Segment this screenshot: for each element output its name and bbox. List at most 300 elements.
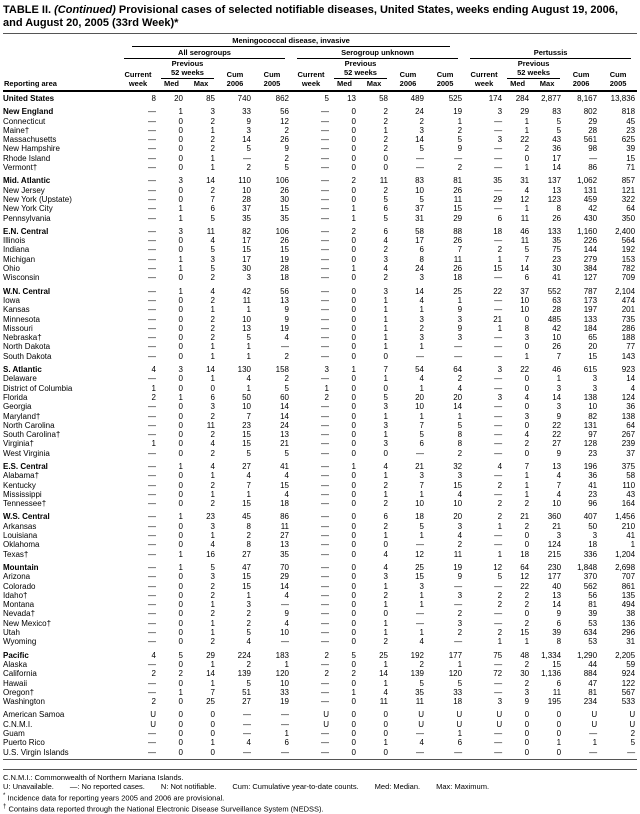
value-cell: 77 [626, 342, 636, 352]
table-row [3, 481, 637, 490]
value-cell: 128 [583, 439, 598, 449]
value-cell: 5 [383, 392, 388, 402]
table-row [3, 352, 637, 361]
value-cell: 0 [178, 531, 183, 541]
value-cell: 26 [453, 236, 463, 246]
value-cell: 17 [242, 254, 251, 264]
table-row [3, 204, 637, 213]
table-row [3, 273, 637, 282]
value-cell: 3 [178, 226, 183, 236]
value-cell: — [494, 439, 503, 449]
value-cell: 183 [275, 650, 289, 660]
value-cell: 0 [524, 719, 530, 729]
value-cell: — [148, 618, 156, 628]
col-header-med: Med [331, 79, 358, 91]
value-cell: 0 [524, 738, 530, 748]
value-cell: — [281, 637, 289, 647]
value-cell: — [494, 659, 503, 669]
table-row [3, 214, 637, 223]
value-cell: 1 [210, 471, 215, 481]
value-cell: 10 [242, 185, 251, 195]
table-row [3, 439, 637, 448]
value-cell: 2 [324, 650, 329, 660]
value-cell: 230 [547, 562, 562, 572]
value-cell: 35 [552, 236, 562, 246]
value-cell: 0 [524, 710, 530, 720]
value-cell: — [148, 531, 156, 541]
reporting-area-cell: New England [3, 107, 54, 117]
table-row [3, 393, 637, 402]
value-cell: — [494, 295, 503, 305]
value-cell: 4 [383, 549, 388, 559]
value-cell: — [148, 489, 156, 499]
value-cell: 1 [457, 116, 463, 126]
value-cell: 2 [151, 697, 156, 707]
value-cell: 3 [383, 402, 388, 412]
value-cell: 0 [178, 374, 183, 384]
value-cell: 525 [448, 94, 463, 103]
value-cell: 120 [448, 669, 463, 679]
table-row [3, 508, 637, 521]
table-row [3, 374, 637, 383]
value-cell: 15 [280, 204, 289, 214]
value-cell: 137 [547, 176, 562, 186]
value-cell: 375 [621, 461, 636, 471]
value-cell: 567 [621, 687, 636, 697]
value-cell: 2 [524, 618, 530, 628]
value-cell: 3 [497, 392, 503, 402]
value-cell: 267 [621, 430, 636, 440]
value-cell: 0 [178, 572, 183, 582]
col-header-cum: Cum [572, 70, 590, 79]
value-cell: 0 [351, 185, 356, 195]
value-cell: 5 [178, 650, 183, 660]
table-row [3, 223, 637, 236]
value-cell: 22 [493, 286, 503, 296]
reporting-area-cell: Kansas [3, 305, 30, 315]
value-cell: 6 [457, 738, 463, 748]
value-cell: 0 [178, 402, 183, 412]
reporting-area-cell: New Mexico† [3, 618, 52, 628]
value-cell: 1 [324, 383, 329, 393]
value-cell: 42 [242, 286, 251, 296]
value-cell: 11 [206, 226, 215, 236]
col-header-cum: Cum [263, 70, 281, 79]
value-cell: 1 [246, 305, 251, 315]
value-cell: 5 [284, 163, 289, 173]
value-cell: — [589, 153, 598, 163]
value-cell: 1 [497, 637, 503, 647]
col-header-max: Max [358, 79, 390, 91]
value-cell: 9 [556, 609, 562, 619]
value-cell: 0 [351, 531, 356, 541]
value-cell: — [494, 411, 503, 421]
value-cell: 0 [178, 305, 183, 315]
value-cell: 1 [151, 383, 156, 393]
value-cell: 14 [415, 286, 424, 296]
value-cell: 0 [178, 697, 183, 707]
value-cell: 47 [588, 678, 598, 688]
value-cell: 0 [178, 609, 183, 619]
value-cell: 39 [626, 144, 636, 154]
footnote-text: Contains data reported through the National Electronic Disease Surveillance System (NEDSS). [8, 804, 324, 814]
value-cell: 1 [497, 254, 503, 264]
footnotes [3, 769, 637, 814]
value-cell: 14 [206, 365, 215, 375]
value-cell: 46 [552, 365, 562, 375]
value-cell: 0 [178, 333, 183, 343]
value-cell: 64 [453, 365, 463, 375]
value-cell: 133 [547, 226, 562, 236]
footnote-abbreviations [3, 782, 637, 792]
value-cell: 36 [588, 471, 598, 481]
value-cell: 19 [280, 697, 289, 707]
value-cell: 7 [457, 245, 463, 255]
value-cell: 110 [622, 480, 636, 490]
value-cell: 1 [419, 411, 424, 421]
value-cell: 9 [284, 144, 289, 154]
value-cell: 1 [178, 264, 183, 274]
value-cell: — [321, 176, 329, 186]
value-cell: 4 [497, 461, 503, 471]
value-cell: 2 [524, 499, 530, 509]
reporting-area-cell: Indiana [3, 245, 30, 255]
value-cell: 123 [547, 194, 562, 204]
value-cell: 88 [453, 226, 463, 236]
value-cell: — [321, 323, 329, 333]
table-row [3, 144, 637, 153]
value-cell: 0 [351, 637, 356, 647]
value-cell: 3 [383, 254, 388, 264]
value-cell: 2 [497, 499, 503, 509]
value-cell: 3 [457, 521, 463, 531]
value-cell: 0 [556, 710, 562, 720]
value-cell: 3 [178, 176, 183, 186]
value-cell: — [148, 411, 156, 421]
value-cell: 0 [178, 659, 183, 669]
value-cell: 0 [210, 710, 215, 720]
value-cell: 13 [347, 94, 356, 103]
value-cell: 2 [210, 314, 215, 324]
value-cell: 2 [246, 163, 251, 173]
value-cell: — [243, 710, 251, 720]
value-cell: 1 [383, 581, 388, 591]
reporting-area-cell: South Dakota [3, 351, 52, 361]
value-cell: 562 [583, 581, 598, 591]
value-cell: 3 [524, 333, 530, 343]
value-cell: 21 [280, 439, 289, 449]
value-cell: 2 [524, 600, 530, 610]
value-cell: U [456, 719, 463, 729]
value-cell: 33 [242, 107, 251, 117]
value-cell: 0 [383, 719, 388, 729]
value-cell: 3 [497, 697, 503, 707]
reporting-area-cell: Mid. Atlantic [3, 176, 51, 186]
value-cell: — [321, 213, 329, 223]
table-row [3, 550, 637, 559]
value-cell: 0 [178, 480, 183, 490]
value-cell: 3 [419, 581, 424, 591]
value-cell: 173 [583, 295, 598, 305]
value-cell: 4 [383, 461, 388, 471]
value-cell: 9 [284, 305, 289, 315]
value-cell: 0 [178, 163, 183, 173]
value-cell: 188 [621, 333, 636, 343]
table-row [3, 619, 637, 628]
table-body [3, 91, 637, 759]
reporting-area-cell: Texas† [3, 549, 29, 559]
value-cell: — [454, 153, 463, 163]
value-cell: 3 [419, 314, 424, 324]
value-cell: — [148, 125, 156, 135]
value-cell: — [321, 144, 329, 154]
value-cell: 15 [242, 572, 251, 582]
value-cell: 4 [383, 264, 388, 274]
value-cell: 407 [583, 512, 598, 522]
value-cell: 0 [178, 581, 183, 591]
value-cell: 8 [419, 254, 424, 264]
value-cell: 26 [280, 185, 289, 195]
value-cell: 239 [621, 439, 636, 449]
value-cell: — [494, 448, 503, 458]
value-cell: 336 [583, 549, 598, 559]
value-cell: 5 [630, 738, 636, 748]
value-cell: 14 [626, 374, 636, 384]
table-row [3, 531, 637, 540]
value-cell: 36 [626, 402, 636, 412]
value-cell: 1 [178, 461, 183, 471]
value-cell: 58 [379, 94, 388, 103]
value-cell: 35 [280, 213, 289, 223]
table-row [3, 647, 637, 660]
value-cell: — [148, 471, 156, 481]
value-cell: 5 [497, 572, 503, 582]
value-cell: 7 [246, 480, 251, 490]
value-cell: 884 [583, 669, 598, 679]
table-row [3, 729, 637, 738]
value-cell: — [148, 226, 156, 236]
value-cell: 3 [524, 687, 530, 697]
value-cell: 3 [246, 125, 251, 135]
value-cell: 0 [178, 637, 183, 647]
value-cell: 1 [383, 659, 388, 669]
value-cell: 1 [524, 489, 530, 499]
value-cell: 164 [621, 499, 636, 509]
value-cell: 861 [621, 581, 636, 591]
table-row [3, 361, 637, 374]
value-cell: 29 [206, 650, 215, 660]
reporting-area-cell: United States [3, 94, 55, 103]
value-cell: — [148, 549, 156, 559]
reporting-area-cell: Colorado [3, 581, 36, 591]
value-cell: — [321, 581, 329, 591]
value-cell: 0 [331, 748, 358, 760]
reporting-area-cell: Montana [3, 600, 35, 610]
value-cell: — [148, 254, 156, 264]
value-cell: 10 [280, 628, 289, 638]
value-cell: 384 [583, 264, 598, 274]
value-cell: 4 [210, 461, 215, 471]
value-cell: 2 [351, 176, 356, 186]
col-header-2006: 2006 [390, 79, 426, 91]
value-cell: — [148, 213, 156, 223]
value-cell: — [494, 185, 503, 195]
value-cell: 1 [210, 531, 215, 541]
value-cell: 8,167 [577, 94, 598, 103]
value-cell: 18 [493, 226, 503, 236]
value-cell: — [291, 748, 331, 760]
value-cell: 0 [524, 729, 530, 738]
value-cell: — [321, 185, 329, 195]
value-cell: 0 [383, 710, 388, 720]
value-cell: 82 [242, 226, 251, 236]
value-cell: 45 [626, 116, 636, 126]
value-cell: — [148, 430, 156, 440]
reporting-area-cell: Rhode Island [3, 153, 51, 163]
value-cell: 0 [178, 729, 183, 738]
footnote-marker-dagger: † [3, 803, 7, 810]
value-cell: 22 [552, 430, 562, 440]
value-cell: 5 [457, 678, 463, 688]
value-cell: 5 [383, 213, 388, 223]
value-cell: 0 [524, 420, 530, 430]
value-cell: 29 [453, 213, 463, 223]
value-cell: — [321, 609, 329, 619]
value-cell: — [148, 295, 156, 305]
value-cell: 14 [415, 135, 424, 145]
reporting-area-cell: U.S. Virgin Islands [3, 748, 118, 760]
value-cell: 0 [351, 245, 356, 255]
value-cell: 5 [419, 678, 424, 688]
table-row [3, 637, 637, 646]
value-cell: 3 [383, 439, 388, 449]
value-cell: 30 [280, 194, 289, 204]
value-cell: 23 [626, 125, 636, 135]
value-cell: U [418, 719, 424, 729]
value-cell: 13 [280, 540, 289, 550]
value-cell: 857 [621, 176, 636, 186]
value-cell: 0 [524, 383, 530, 393]
value-cell: 7 [556, 480, 562, 490]
value-cell: 2 [383, 135, 388, 145]
value-cell: 1 [210, 342, 215, 352]
value-cell: 5 [419, 144, 424, 154]
value-cell: 552 [547, 286, 562, 296]
value-cell: 75 [493, 650, 503, 660]
value-cell: 5 [246, 448, 251, 458]
value-cell: 51 [242, 687, 251, 697]
value-cell: 615 [583, 365, 598, 375]
value-cell: 29 [520, 107, 530, 117]
col-header-2005: 2005 [426, 79, 464, 91]
value-cell: 5 [246, 333, 251, 343]
value-cell: 4 [457, 489, 463, 499]
value-cell: — [494, 333, 503, 343]
value-cell: 9 [457, 144, 463, 154]
reporting-area-cell: North Dakota [3, 342, 51, 352]
value-cell: 7 [246, 411, 251, 421]
value-cell: 10 [453, 499, 463, 509]
col-header-previous: Previous [517, 59, 550, 68]
table-row [3, 679, 637, 688]
value-cell: 0 [351, 323, 356, 333]
value-cell: 0 [351, 581, 356, 591]
value-cell: — [494, 581, 503, 591]
value-cell: 5 [383, 194, 388, 204]
value-cell: 564 [621, 236, 636, 246]
value-cell: — [321, 540, 329, 550]
value-cell: 2 [419, 323, 424, 333]
value-cell: 2 [246, 659, 251, 669]
value-cell: — [416, 618, 424, 628]
value-cell: 2,104 [615, 286, 636, 296]
value-cell: — [416, 609, 424, 619]
value-cell: — [243, 719, 251, 729]
value-cell: 3 [210, 254, 215, 264]
value-cell: — [148, 204, 156, 214]
value-cell: 1 [524, 163, 530, 173]
value-cell: — [148, 659, 156, 669]
value-cell: — [494, 204, 503, 214]
value-cell: — [589, 729, 598, 738]
value-cell: 46 [520, 226, 530, 236]
value-cell: 1 [284, 659, 289, 669]
value-cell: 2 [284, 374, 289, 384]
value-cell: — [321, 461, 329, 471]
value-cell: 2 [524, 678, 530, 688]
value-cell: 1,848 [577, 562, 598, 572]
value-cell: — [416, 729, 424, 738]
value-cell: — [321, 314, 329, 324]
value-cell: 1 [383, 374, 388, 384]
value-cell: U [591, 710, 598, 720]
value-cell: 1,204 [615, 549, 636, 559]
value-cell: 0 [351, 342, 356, 352]
col-header-cum: Cum [436, 70, 454, 79]
value-cell: 0 [351, 480, 356, 490]
value-cell: 2 [457, 163, 463, 173]
notifiable-diseases-table [3, 33, 637, 760]
value-cell: 9 [457, 572, 463, 582]
value-cell: 8 [151, 94, 156, 103]
value-cell: 0 [383, 609, 388, 619]
value-cell: 13,836 [610, 94, 636, 103]
reporting-area-cell: C.N.M.I. [3, 719, 33, 729]
value-cell: — [148, 499, 156, 509]
value-cell: 0 [524, 609, 530, 619]
value-cell: — [390, 748, 426, 760]
value-cell: 1 [497, 323, 503, 333]
value-cell: 43 [626, 489, 636, 499]
value-cell: 3 [246, 273, 251, 283]
value-cell: 4 [556, 471, 562, 481]
value-cell: 7 [419, 420, 424, 430]
value-cell: 65 [588, 333, 598, 343]
table-row [3, 582, 637, 591]
value-cell: 6 [419, 245, 424, 255]
value-cell: 15 [453, 480, 463, 490]
reporting-area-cell: Ohio [3, 264, 20, 274]
value-cell: 2 [497, 512, 503, 522]
value-cell: — [494, 687, 503, 697]
table-row [3, 412, 637, 421]
value-cell: 6 [284, 738, 289, 748]
value-cell: 30 [552, 264, 562, 274]
value-cell: 0 [178, 590, 183, 600]
value-cell: 37 [626, 448, 636, 458]
value-cell: 23 [206, 512, 215, 522]
value-cell: 1 [210, 125, 215, 135]
